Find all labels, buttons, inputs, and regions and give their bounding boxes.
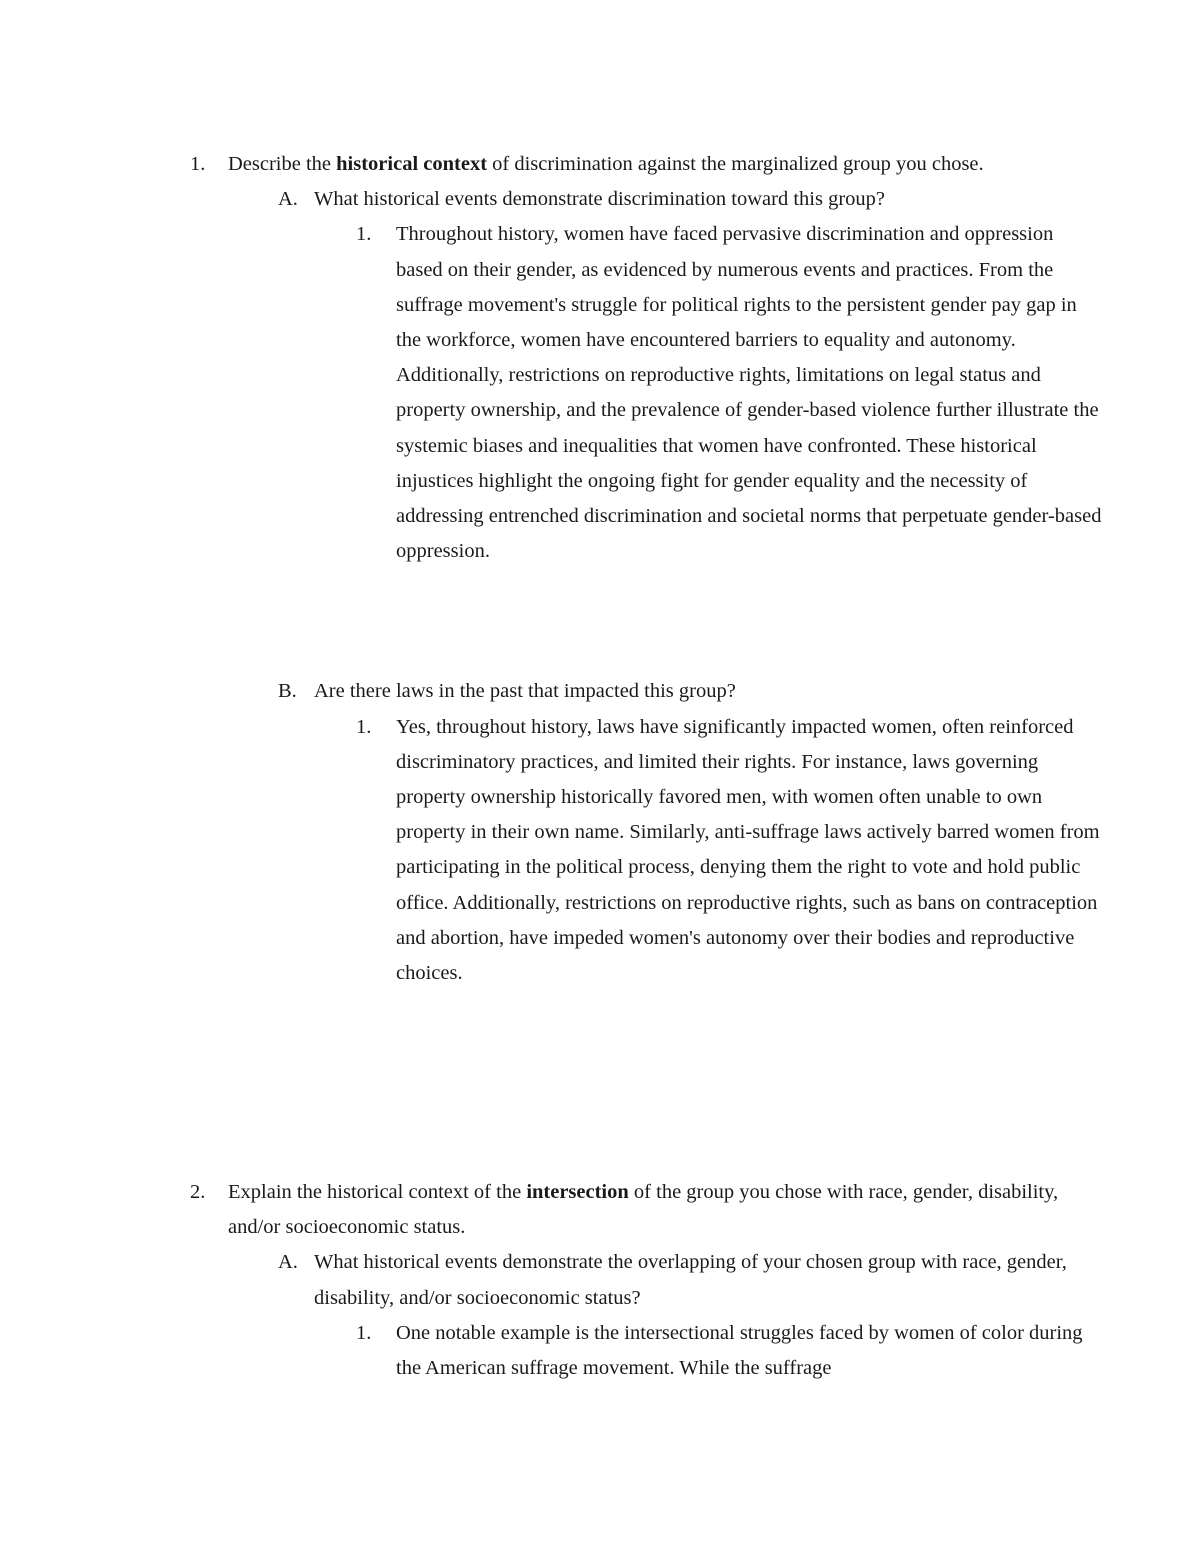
question-number: 1. [190, 153, 206, 175]
sub-question-text: Are there laws in the past that impacted this group? [314, 680, 736, 703]
sub-letter: A. [278, 188, 298, 211]
answer-text: Throughout history, women have faced pervasive discrimination and oppression based on their gender, as evidenced by numerous events and practices. From the suffrage movement's struggle for political rights to the persistent gender pay gap in the workforce, women have encountered barriers to equality and autonomy. Additionally, restrictions on reproductive rights, limitations on legal status and property ownership, and the prevalence of gender-based violence further illustrate the systemic biases and inequalities that women have confronted. These historical injustices highlight the ongoing fight for gender equality and the necessity of addressing entrenched discrimination and societal norms that perpetuate gender-based oppression. [396, 223, 1102, 563]
answer-2a [354, 1316, 1104, 1386]
question-2 [190, 1175, 1083, 1386]
answer-text: One notable example is the intersectional struggles faced by women of color during the American suffrage movement. While the suffrage [396, 1321, 1083, 1380]
answer-text: Yes, throughout history, laws have significantly impacted women, often reinforced discriminatory practices, and limited their rights. For instance, laws governing property ownership historically favored men, with women often unable to own property in their own name. Similarly, anti-suffrage laws actively barred women from participating in the political process, denying them the right to vote and hold public office. Additionally, restrictions on reproductive rights, such as bans on contraception and abortion, have impeded women's autonomy over their bodies and reproductive choices. [396, 715, 1100, 985]
answer-number: 1. [356, 715, 372, 738]
question-1-text-start: Describe the [228, 153, 337, 175]
answer-number: 1. [356, 223, 372, 246]
question-1-sub-b [274, 674, 1100, 991]
question-2-text-start: Explain the historical context of the [228, 1181, 527, 1203]
answer-1a [354, 217, 1104, 569]
question-1-prompt [190, 147, 1070, 182]
sub-letter: A. [278, 1251, 298, 1274]
question-number: 2. [190, 1181, 206, 1203]
sub-question-text: What historical events demonstrate discrimination toward this group? [314, 188, 886, 211]
question-2-text-end: of the group you chose with race, gender, disability, and/or socioeconomic status. [228, 1181, 1059, 1239]
question-1-bold-term: historical context [336, 153, 488, 175]
question-2-sub-a [274, 1245, 1083, 1386]
sub-letter: B. [278, 680, 297, 703]
question-1 [190, 147, 1102, 991]
question-1-text-end: of discrimination against the marginalized group you chose. [487, 153, 984, 175]
sub-question-text: What historical events demonstrate the overlapping of your chosen group with race, gender, disability, and/or socioeconomic status? [314, 1251, 1067, 1309]
answer-number: 1. [356, 1321, 372, 1344]
answer-1b [354, 710, 1104, 992]
question-2-bold-term: intersection [526, 1181, 629, 1203]
question-2-prompt [190, 1175, 1070, 1245]
question-1-sub-a [274, 182, 1102, 569]
